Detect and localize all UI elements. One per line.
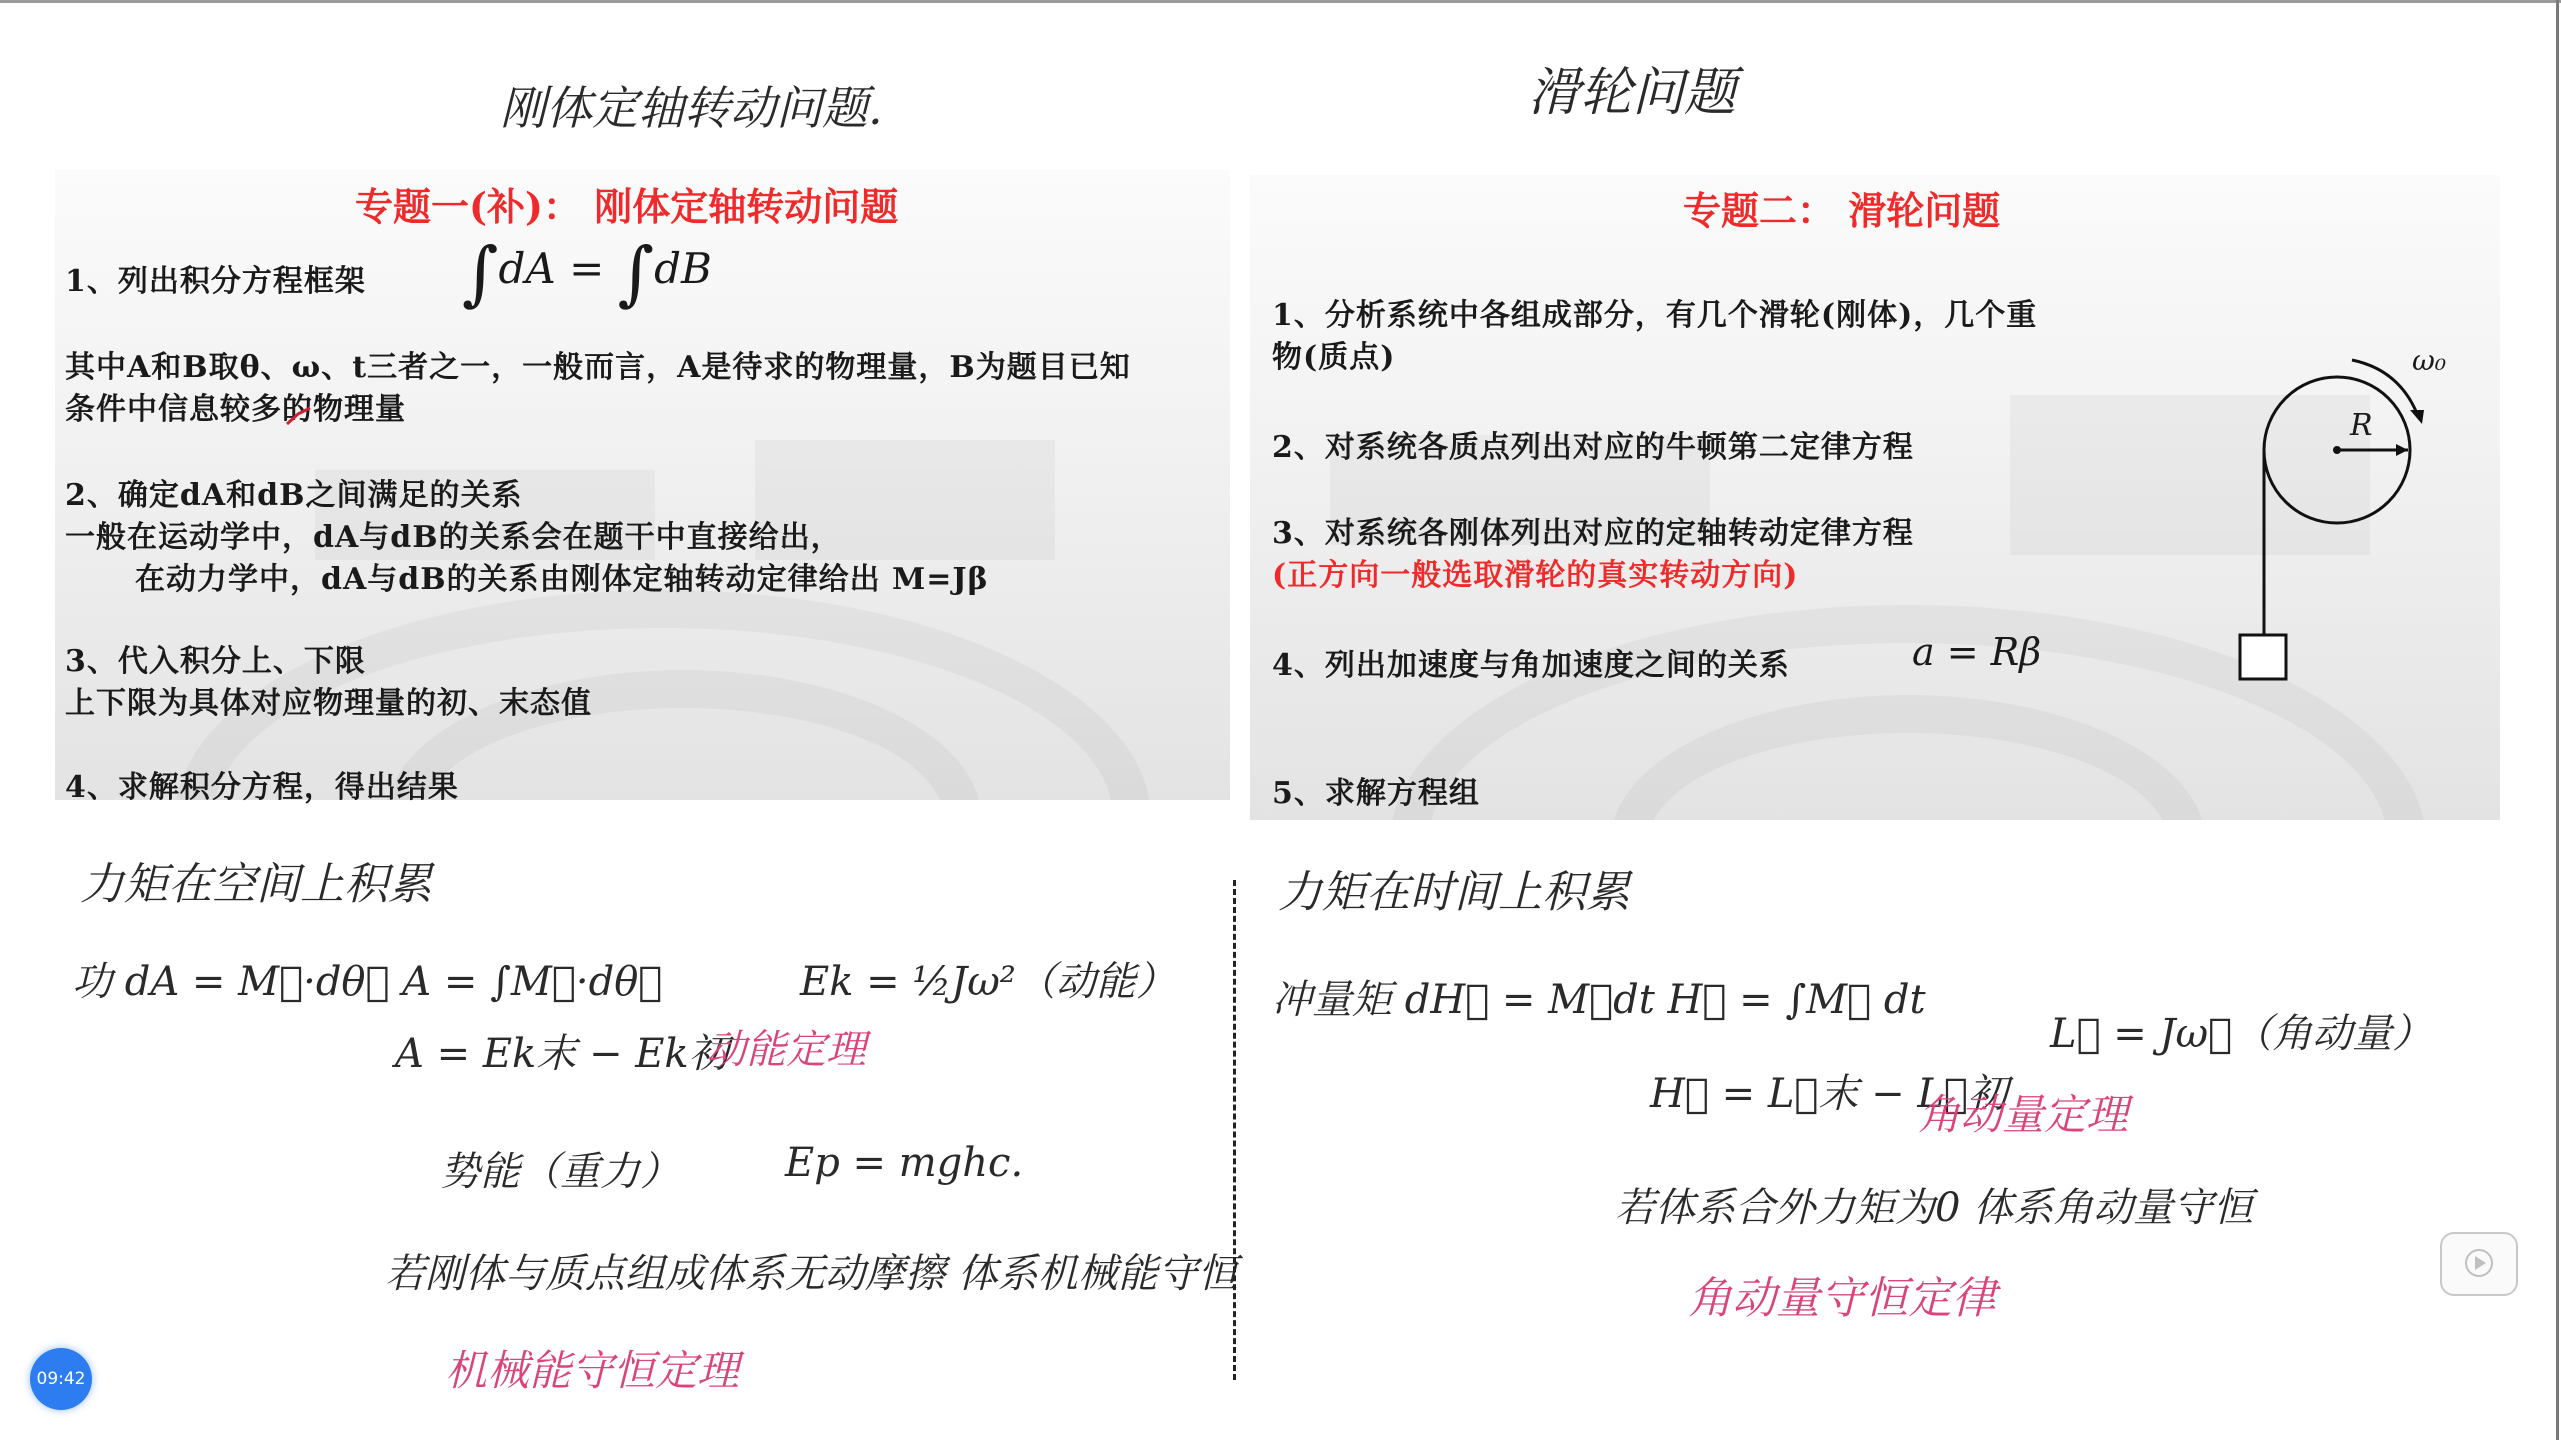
right-step3-note: (正方向一般选取滑轮的真实转动方向) xyxy=(1272,558,1799,593)
right-notes-title: 力矩在时间上积累 xyxy=(1278,867,1630,918)
right-step4-equation: a = Rβ xyxy=(1912,630,2042,674)
right-step3: 3、对系统各刚体列出对应的定轴转动定律方程 xyxy=(1272,516,1914,551)
left-notes-work: 功 dA = M⃗·dθ⃗ A = ∫M⃗·dθ⃗ xyxy=(72,959,663,1005)
right-step2: 2、对系统各质点列出对应的牛顿第二定律方程 xyxy=(1272,430,1914,465)
left-notes-title: 力矩在空间上积累 xyxy=(80,859,432,910)
right-notes-conservation: 若体系合外力矩为0 体系角动量守恒 xyxy=(1615,1185,2254,1231)
notes-divider xyxy=(1233,880,1236,1380)
left-notes-conservation: 若刚体与质点组成体系无动摩擦 体系机械能守恒 xyxy=(385,1251,1238,1297)
pulley-diagram xyxy=(2230,330,2430,690)
formula-lhs: dA xyxy=(498,244,556,293)
right-notes-theorem-name: 角动量定理 xyxy=(1918,1090,2129,1139)
right-step1-b: 物(质点) xyxy=(1272,340,1396,375)
play-button[interactable] xyxy=(2440,1232,2518,1296)
left-line-1: 其中A和B取θ、ω、t三者之一，一般而言，A是待求的物理量，B为题目已知 xyxy=(65,350,1131,385)
right-step4: 4、列出加速度与角加速度之间的关系 xyxy=(1272,648,1790,683)
left-slide-heading: 专题一(补)： 刚体定轴转动问题 xyxy=(355,184,899,229)
left-notes-conservation-name: 机械能守恒定理 xyxy=(445,1346,740,1395)
left-notes-ek: Ek = ½Jω²（动能） xyxy=(800,959,1176,1005)
top-border xyxy=(0,0,2561,3)
left-integral-formula: ∫dA = ∫dB xyxy=(462,232,712,314)
right-step5: 5、求解方程组 xyxy=(1272,776,1480,811)
left-notes-pe-eq: Ep = mghc. xyxy=(785,1140,1024,1186)
pulley-omega-label: ω₀ xyxy=(2412,344,2447,377)
left-notes-pe-label: 势能（重力） xyxy=(440,1149,680,1195)
left-notes-theorem-eq: A = Ek末 − Ek初 xyxy=(395,1031,729,1077)
left-step3: 3、代入积分上、下限 xyxy=(65,644,366,679)
left-step1-label: 1、列出积分方程框架 xyxy=(65,264,366,299)
left-line-4: 在动力学中，dA与dB的关系由刚体定轴转动定律给出 M=Jβ xyxy=(135,562,989,597)
left-line-3: 一般在运动学中，dA与dB的关系会在题干中直接给出， xyxy=(65,520,842,555)
pen-tick-mark xyxy=(284,400,314,430)
pulley-radius-label: R xyxy=(2350,408,2373,443)
play-icon xyxy=(2464,1248,2494,1278)
playback-time-badge[interactable]: 09:42 xyxy=(30,1348,92,1410)
left-line-5: 上下限为具体对应物理量的初、末态值 xyxy=(65,686,592,721)
left-step4: 4、求解积分方程，得出结果 xyxy=(65,770,459,805)
right-slide-heading: 专题二： 滑轮问题 xyxy=(1683,188,2001,233)
right-notes-theorem-eq: H⃗ = L⃗末 − L⃗初 xyxy=(1650,1071,2008,1117)
left-line-2: 条件中信息较多的物理量 xyxy=(65,392,406,427)
left-step2: 2、确定dA和dB之间满足的关系 xyxy=(65,478,523,513)
right-notes-conservation-name: 角动量守恒定律 xyxy=(1688,1273,1996,1324)
right-border xyxy=(2556,0,2559,1440)
formula-rhs: dB xyxy=(654,244,712,293)
right-notes-impulse: 冲量矩 dH⃗ = M⃗dt H⃗ = ∫M⃗ dt xyxy=(1272,977,1926,1023)
right-handwritten-title: 滑轮问题 xyxy=(1528,63,1737,123)
left-handwritten-title: 刚体定轴转动问题. xyxy=(500,81,883,135)
right-step1-a: 1、分析系统中各组成部分，有几个滑轮(刚体)，几个重 xyxy=(1272,298,2038,333)
right-notes-angular-momentum: L⃗ = Jω⃗（角动量） xyxy=(2050,1011,2433,1057)
left-notes-theorem-name: 动能定理 xyxy=(706,1027,866,1073)
